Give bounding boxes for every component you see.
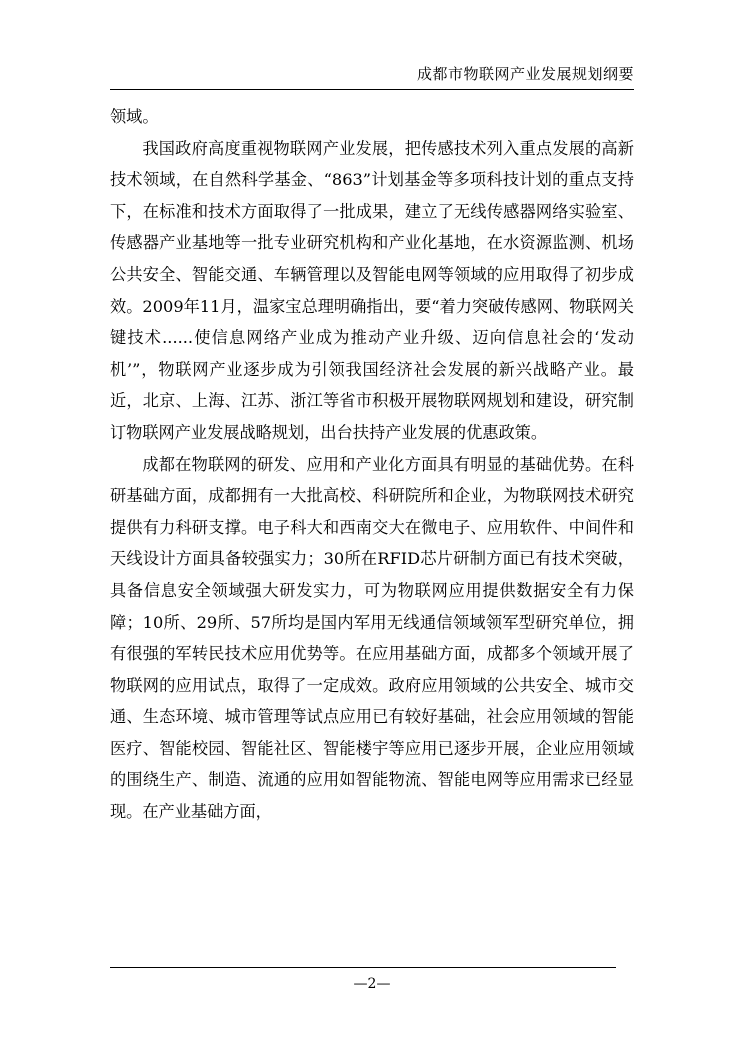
paragraph-chengdu-advantages: 成都在物联网的研发、应用和产业化方面具有明显的基础优势。在科研基础方面，成都拥有一大批高校、科研院所和企业，为物联网技术研究提供有力科研支撑。电子科大和西南交大在微电子、应用软件、中间件和天线设计方面具备较强实力；30所在RFID芯片研制方面已有技术突破，具备信息安全领域强大研发实力，可为物联网应用提供数据安全有力保障；10所、29所、57所均是国内军用无线通信领域领军型研究单位，拥有很强的军转民技术应用优势等。在应用基础方面，成都多个领域开展了物联网的应用试点，取得了一定成效。政府应用领域的公共安全、城市交通、生态环境、城市管理等试点应用已有较好基础，社会应用领域的智能医疗、智能校园、智能社区、智能楼宇等应用已逐步开展，企业应用领域的围绕生产、制造、流通的应用如智能物流、智能电网等应用需求已经显现。在产业基础方面， bbox=[110, 454, 634, 822]
document-body bbox=[110, 101, 634, 828]
paragraph-continuation: 领域。 bbox=[110, 107, 159, 126]
running-header-title: 成都市物联网产业发展规划纲要 bbox=[416, 65, 634, 83]
footer-divider bbox=[110, 967, 616, 968]
page-number: —2— bbox=[353, 976, 391, 992]
header-divider bbox=[110, 89, 634, 90]
paragraph-national-policy: 我国政府高度重视物联网产业发展，把传感技术列入重点发展的高新技术领域，在自然科学基金、“863”计划基金等多项科技计划的重点支持下，在标准和技术方面取得了一批成果，建立了无线传感器网络实验室、传感器产业基地等一批专业研究机构和产业化基地，在水资源监测、机场公共安全、智能交通、车辆管理以及智能电网等领域的应用取得了初步成效。2009年11月，温家宝总理明确指出，要“着力突破传感网、物联网关键技术......使信息网络产业成为推动产业升级、迈向信息社会的‘发动机’”，物联网产业逐步成为引领我国经济社会发展的新兴战略产业。最近，北京、上海、江苏、浙江等省市积极开展物联网规划和建设，研究制订物联网产业发展战略规划，出台扶持产业发展的优惠政策。 bbox=[110, 138, 634, 442]
